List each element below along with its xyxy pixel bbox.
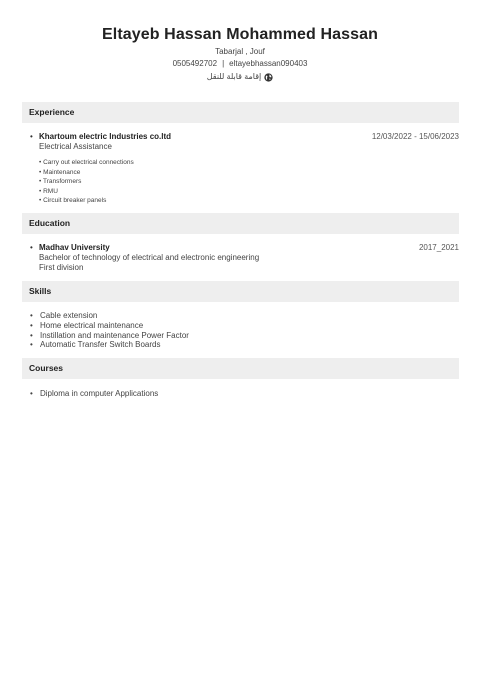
contact-line (0, 58, 480, 70)
duties-list (39, 158, 459, 206)
candidate-location: Tabarjal , Jouf (215, 47, 265, 56)
education-entry (22, 243, 459, 273)
skills-section (22, 281, 459, 350)
skill-item: • Home electrical maintenance (30, 320, 144, 330)
skill-item: • Instillation and maintenance Power Factor (30, 330, 189, 340)
duty-item: • Carry out electrical connections (39, 158, 459, 168)
residency-line (0, 71, 480, 83)
education-dates: 2017_2021 (418, 243, 459, 252)
experience-entry (22, 132, 459, 206)
job-role: Electrical Assistance (39, 142, 112, 151)
employer-name: Khartoum electric Industries co.ltd (39, 132, 172, 141)
degree-grade: First division (39, 263, 84, 272)
bullet: • (30, 243, 33, 252)
resume-header (0, 24, 480, 83)
phone-number: 0505492702 (172, 59, 218, 68)
degree-title: Bachelor of technology of electrical and electronic engineering (39, 253, 260, 262)
candidate-name: Eltayeb Hassan Mohammed Hassan (102, 26, 378, 43)
courses-section (22, 358, 459, 399)
contact-separator: | (222, 59, 225, 68)
skills-list (22, 311, 459, 350)
bullet: • (30, 132, 33, 141)
course-item: • Diploma in computer Applications (30, 389, 159, 398)
skill-item: • Automatic Transfer Switch Boards (30, 340, 161, 350)
education-section (22, 213, 459, 273)
duty-item: • RMU (39, 187, 459, 197)
email-address: eltayebhassan090403 (229, 59, 308, 68)
duty-item: • Transformers (39, 177, 459, 187)
duty-item: • Maintenance (39, 168, 459, 178)
courses-heading: Courses (22, 358, 459, 379)
institution-name: Madhav University (39, 243, 110, 252)
duty-item: • Circuit breaker panels (39, 196, 459, 206)
residency-text: إقامة قابلة للنقل (206, 72, 262, 81)
experience-section (22, 102, 459, 206)
employment-dates: 12/03/2022 - 15/06/2023 (371, 132, 459, 141)
globe-icon (264, 73, 273, 82)
courses-list (22, 389, 459, 399)
education-heading: Education (22, 213, 459, 234)
experience-heading: Experience (22, 102, 459, 123)
skills-heading: Skills (22, 281, 459, 302)
skill-item: • Cable extension (30, 311, 98, 320)
